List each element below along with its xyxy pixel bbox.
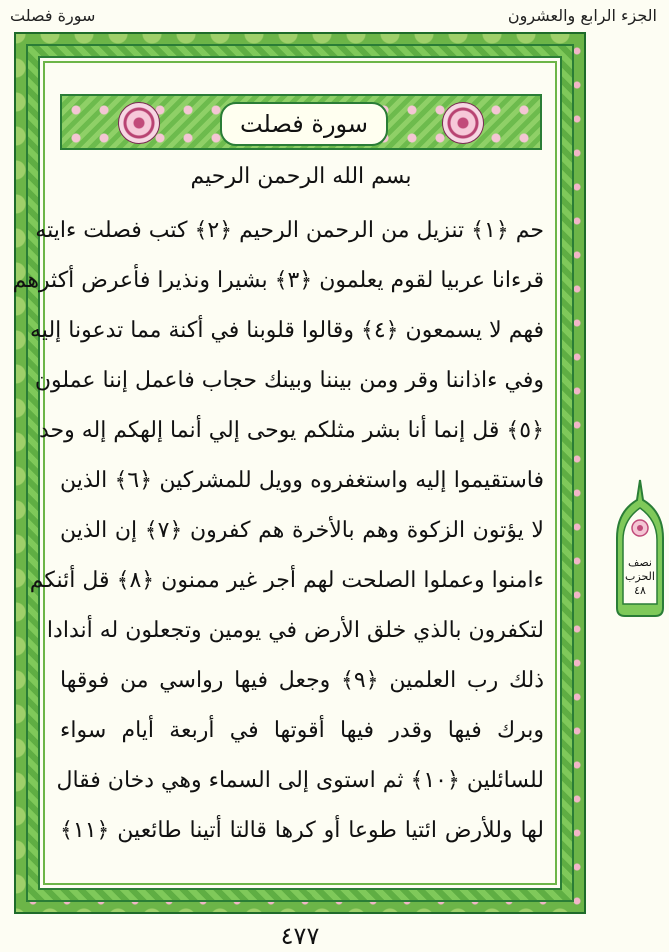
basmala: بسم الله الرحمن الرحيم (190, 164, 412, 189)
hizb-label (623, 556, 657, 598)
verse-line: لا يؤتون الزكوة وهم بالأخرة هم كفرون ﴿٧﴾ إن الذين (60, 518, 544, 543)
verse-line: لتكفرون بالذي خلق الأرض في يومين وتجعلون له أندادا (46, 618, 544, 643)
verse-line: ذلك رب العلمين ﴿٩﴾ وجعل فيها رواسي من فوقها (60, 668, 545, 693)
verse-line: ﴿٥﴾ قل إنما أنا بشر مثلكم يوحى إلي أنما إلهكم إله وحد (38, 418, 544, 443)
hizb-marker (613, 478, 667, 620)
verse-line: وفي ءاذاننا وقر ومن بيننا وبينك حجاب فاعمل إننا عملون (34, 368, 544, 393)
surah-title: سورة فصلت (220, 102, 388, 146)
surah-banner (60, 94, 542, 150)
verse-line: قرءانا عربيا لقوم يعلمون ﴿٣﴾ بشيرا ونذيرا فأعرض أكثرهم (12, 268, 544, 293)
rosette-icon (442, 102, 484, 144)
verse-line: للسائلين ﴿١٠﴾ ثم استوى إلى السماء وهي دخان فقال (56, 768, 544, 793)
surah-header: سورة فصلت (10, 6, 96, 25)
rosette-icon (118, 102, 160, 144)
juz-header: الجزء الرابع والعشرون (507, 6, 657, 25)
verse-line: وبرك فيها وقدر فيها أقوتها في أربعة أيام سواء (60, 718, 544, 743)
page-number: ٤٧٧ (280, 922, 320, 950)
verse-line: فهم لا يسمعون ﴿٤﴾ وقالوا قلوبنا في أكنة مما تدعونا إليه (30, 318, 544, 343)
hizb-label-top: نصف (628, 556, 652, 569)
verse-line: حم ﴿١﴾ تنزيل من الرحمن الرحيم ﴿٢﴾ كتب فصلت ءايته (35, 218, 544, 243)
hizb-ornament-icon (613, 478, 667, 620)
hizb-number: ٤٨ (634, 584, 646, 597)
verse-line: ءامنوا وعملوا الصلحت لهم أجر غير ممنون ﴿٨﴾ قل أئنكم (29, 568, 544, 593)
hizb-label-mid: الحزب (625, 570, 655, 583)
verse-line: فاستقيموا إليه واستغفروه وويل للمشركين ﴿٦﴾ الذين (60, 468, 545, 493)
verse-line: لها وللأرض ائتيا طوعا أو كرها قالتا أتينا طائعين ﴿١١﴾ (60, 818, 544, 843)
